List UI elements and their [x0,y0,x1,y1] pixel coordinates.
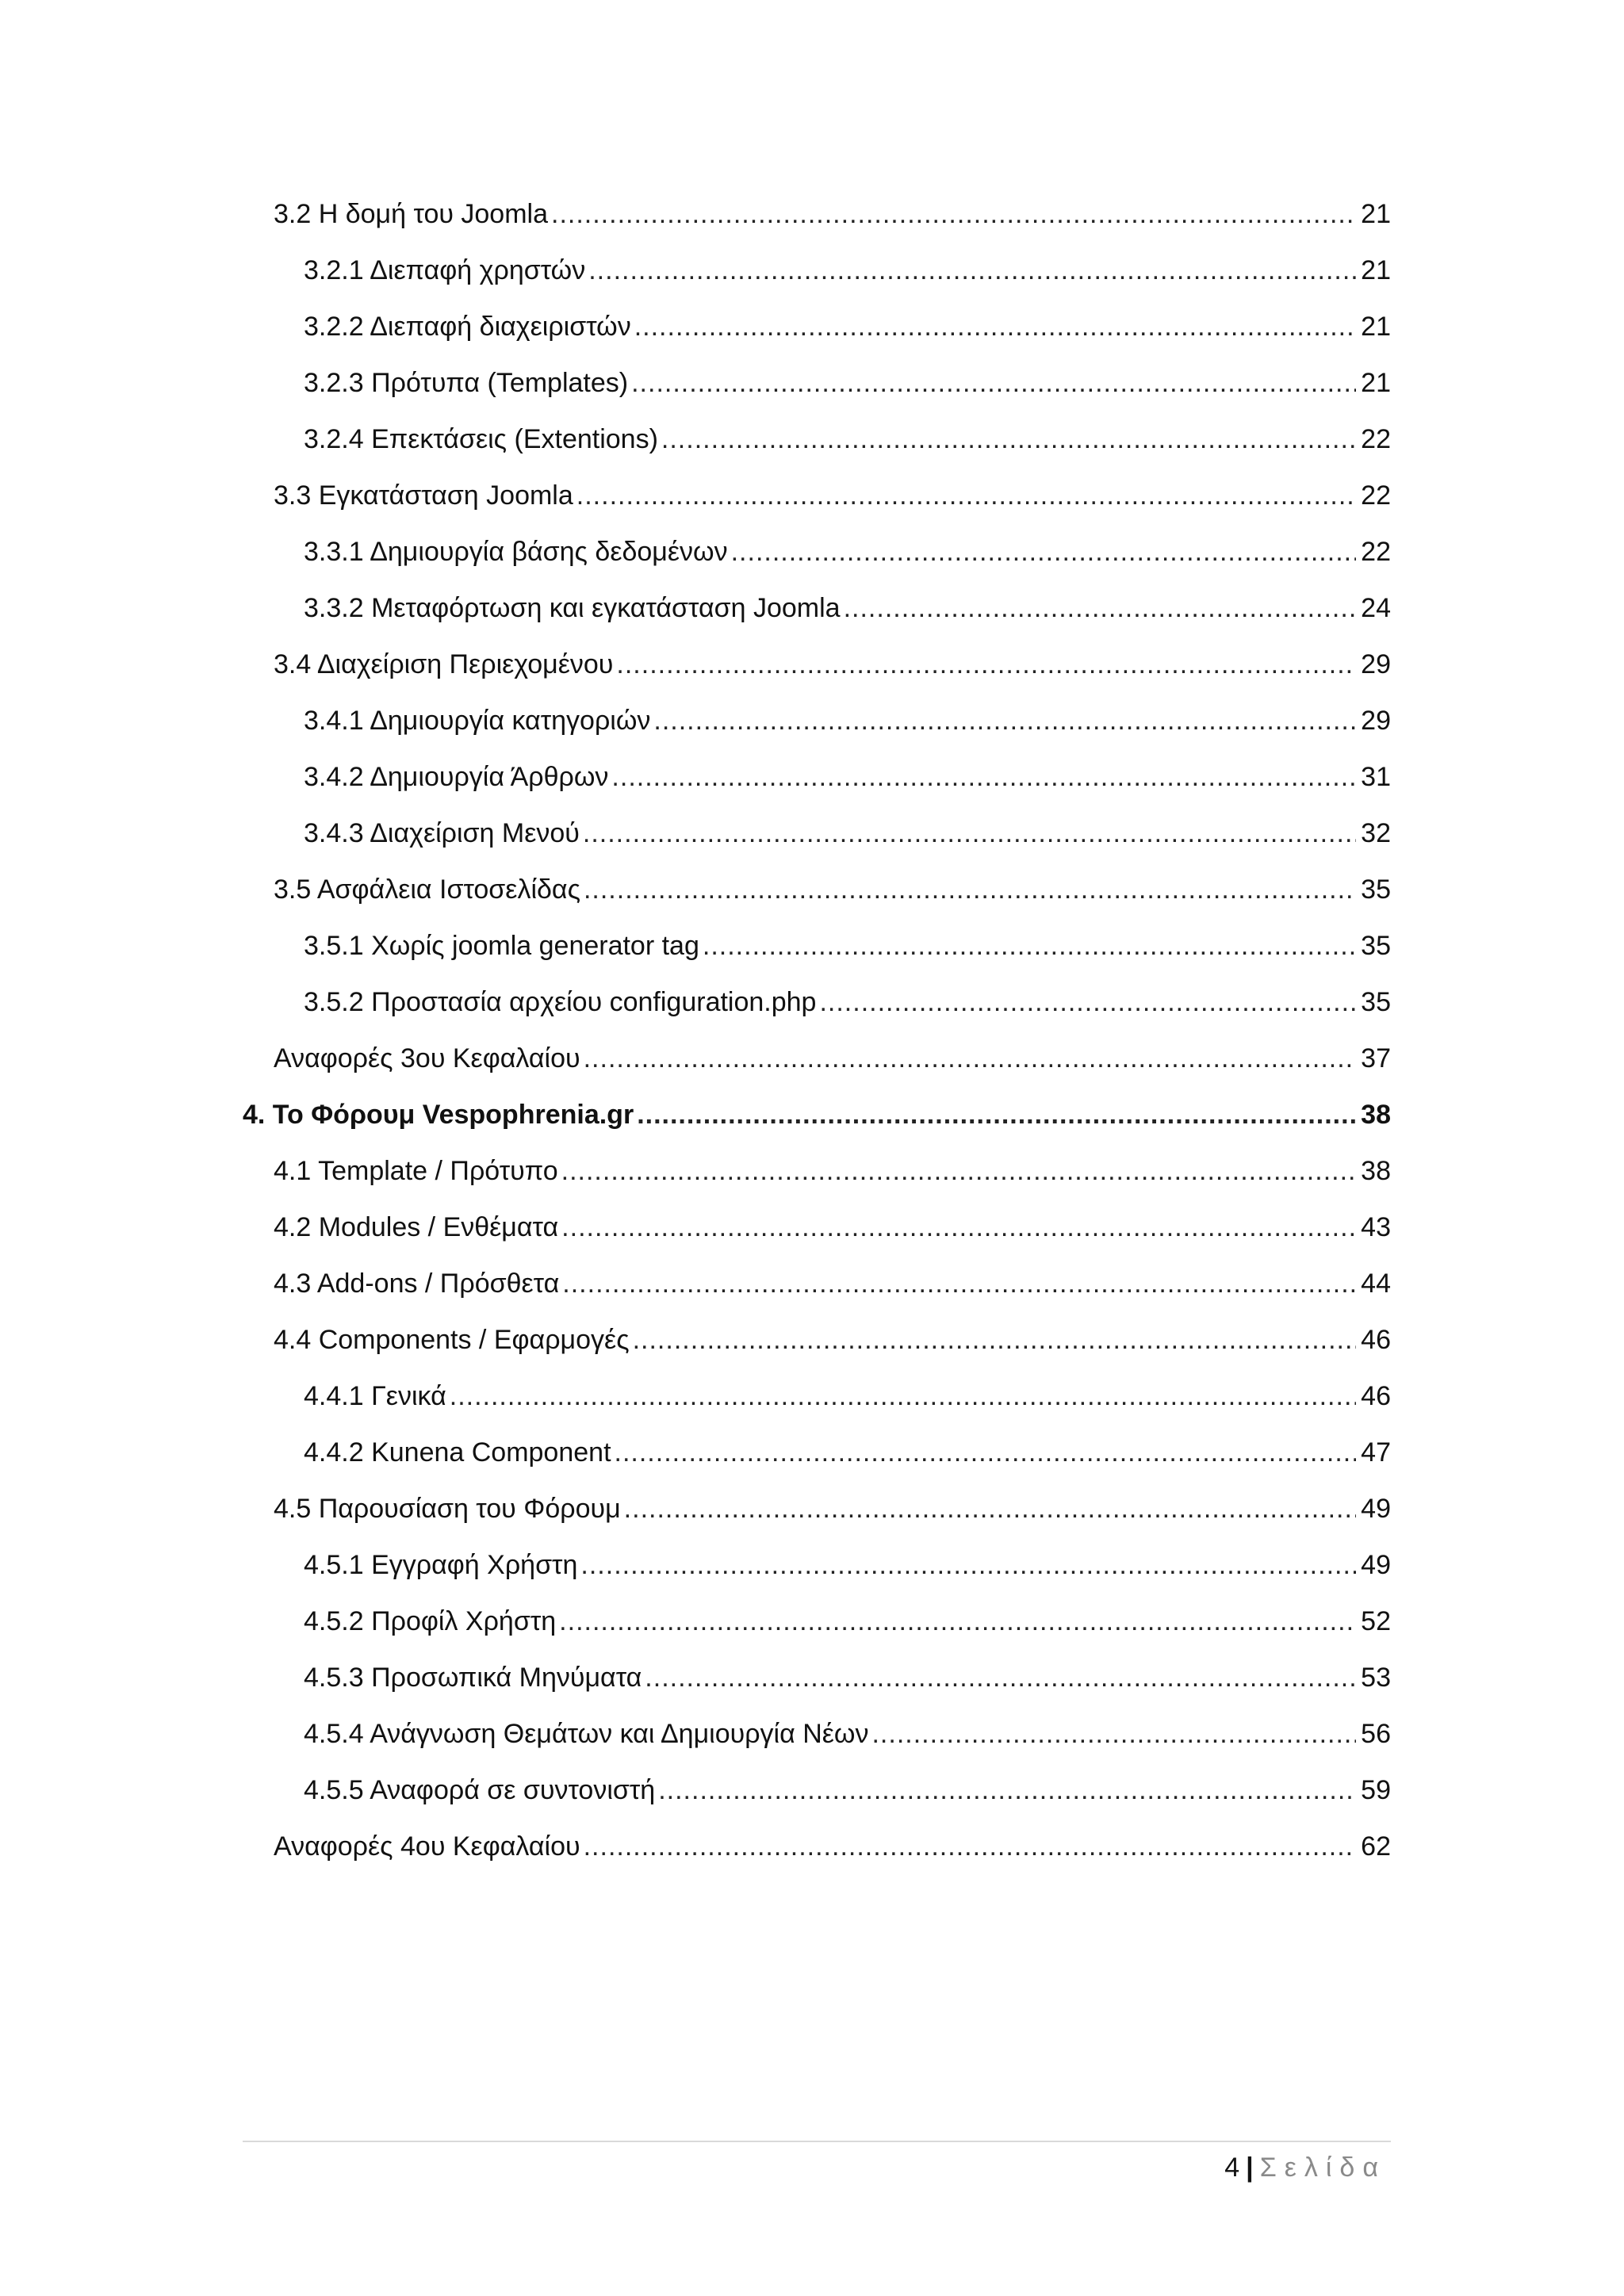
table-of-contents [243,197,1391,1885]
toc-entry[interactable] [243,1154,1391,1210]
toc-entry[interactable] [243,1322,1391,1379]
toc-entry-title: 4.5.2 Προφίλ Χρήστη [304,1606,557,1636]
toc-entry-page: 38 [1361,1156,1391,1186]
toc-entry[interactable] [243,365,1391,422]
toc-dot-leader [584,1829,1356,1864]
toc-entry[interactable] [243,1716,1391,1773]
toc-entry-title: 3.5 Ασφάλεια Ιστοσελίδας [274,874,580,905]
toc-entry[interactable] [243,422,1391,478]
toc-entry-page: 49 [1361,1550,1391,1580]
toc-entry-page: 44 [1361,1269,1391,1299]
toc-entry[interactable] [243,985,1391,1041]
toc-entry[interactable] [243,1660,1391,1716]
toc-entry[interactable] [243,647,1391,703]
toc-dot-leader [631,365,1356,400]
toc-dot-leader [661,422,1356,457]
toc-entry-title: 4.5.4 Ανάγνωση Θεμάτων και Δημιουργία Νέων [304,1719,869,1749]
toc-entry-title: Αναφορές 3ου Κεφαλαίου [274,1043,580,1073]
toc-entry[interactable] [243,1379,1391,1435]
toc-dot-leader [653,703,1356,738]
toc-entry-page: 35 [1361,874,1391,905]
toc-dot-leader [871,1716,1356,1751]
toc-entry-page: 24 [1361,593,1391,623]
toc-entry[interactable] [243,1773,1391,1829]
toc-entry-page: 38 [1361,1100,1391,1130]
toc-dot-leader [616,647,1356,682]
toc-entry-page: 21 [1361,368,1391,398]
toc-entry[interactable] [243,703,1391,760]
toc-dot-leader [731,534,1356,569]
toc-dot-leader [580,1548,1356,1582]
toc-entry-title: 3.2.2 Διεπαφή διαχειριστών [304,312,631,342]
toc-entry-title: 3.2 Η δομή του Joomla [274,199,548,229]
toc-entry-page: 22 [1361,480,1391,511]
toc-entry-title: 3.4.3 Διαχείριση Μενού [304,818,580,848]
toc-entry[interactable] [243,1829,1391,1885]
toc-entry[interactable] [243,478,1391,534]
toc-entry-title: 3.2.4 Επεκτάσεις (Extentions) [304,424,658,454]
toc-entry-page: 56 [1361,1719,1391,1749]
toc-entry-title: 3.2.1 Διεπαφή χρηστών [304,255,586,285]
toc-entry-page: 53 [1361,1663,1391,1693]
toc-entry[interactable] [243,197,1391,253]
toc-dot-leader [583,816,1356,851]
toc-entry-page: 49 [1361,1494,1391,1524]
toc-entry-title: 4.2 Modules / Ενθέματα [274,1212,559,1242]
toc-entry[interactable] [243,253,1391,309]
toc-entry[interactable] [243,591,1391,647]
toc-entry[interactable] [243,1210,1391,1266]
toc-entry-page: 21 [1361,199,1391,229]
toc-dot-leader [633,1322,1356,1357]
toc-entry-title: 3.4.2 Δημιουργία Άρθρων [304,762,609,792]
toc-entry-title: 3.5.1 Χωρίς joomla generator tag [304,931,699,961]
toc-entry-page: 46 [1361,1325,1391,1355]
toc-entry-page: 21 [1361,312,1391,342]
toc-entry-title: 4.3 Add-ons / Πρόσθετα [274,1269,560,1299]
toc-entry-title: 4.4 Components / Εφαρμογές [274,1325,630,1355]
toc-dot-leader [645,1660,1356,1695]
toc-dot-leader [634,309,1356,344]
toc-dot-leader [551,197,1356,232]
toc-entry-title: 4.5 Παρουσίαση του Φόρουμ [274,1494,621,1524]
toc-entry[interactable] [243,872,1391,928]
toc-dot-leader [624,1491,1356,1526]
toc-entry-title: 4.5.1 Εγγραφή Χρήστη [304,1550,578,1580]
toc-dot-leader [615,1435,1356,1470]
toc-entry[interactable] [243,1097,1391,1154]
toc-entry-title: 4.4.2 Kunena Component [304,1437,611,1468]
toc-entry-page: 32 [1361,818,1391,848]
toc-dot-leader [576,478,1356,513]
toc-dot-leader [588,253,1356,288]
toc-entry[interactable] [243,928,1391,985]
toc-dot-leader [611,760,1356,794]
toc-entry-title: 3.4 Διαχείριση Περιεχομένου [274,649,614,679]
toc-dot-leader [584,872,1356,907]
toc-entry-page: 52 [1361,1606,1391,1636]
toc-entry-page: 22 [1361,537,1391,567]
toc-dot-leader [703,928,1356,963]
footer-divider [243,2141,1391,2142]
toc-dot-leader [584,1041,1356,1076]
toc-entry-title: 3.3.1 Δημιουργία βάσης δεδομένων [304,537,728,567]
toc-entry[interactable] [243,309,1391,365]
toc-dot-leader [559,1604,1356,1639]
toc-entry-page: 47 [1361,1437,1391,1468]
toc-dot-leader [561,1154,1356,1188]
toc-entry-title: 3.2.3 Πρότυπα (Templates) [304,368,629,398]
toc-entry-page: 21 [1361,255,1391,285]
toc-entry-title: 3.3 Εγκατάσταση Joomla [274,480,573,511]
toc-entry-page: 35 [1361,987,1391,1017]
toc-entry[interactable] [243,816,1391,872]
toc-entry-title: 4.5.3 Προσωπικά Μηνύματα [304,1663,642,1693]
toc-entry[interactable] [243,1604,1391,1660]
page-label: Σελίδα [1259,2152,1386,2183]
toc-dot-leader [450,1379,1356,1414]
toc-entry[interactable] [243,1435,1391,1491]
page-footer [1224,2150,1386,2185]
toc-dot-leader [562,1266,1356,1301]
toc-entry-page: 62 [1361,1831,1391,1862]
toc-entry-title: Αναφορές 4ου Κεφαλαίου [274,1831,580,1862]
toc-entry[interactable] [243,1491,1391,1548]
page-number: 4 [1224,2152,1240,2183]
toc-entry-title: 3.5.2 Προστασία αρχείου configuration.php [304,987,817,1017]
toc-entry[interactable] [243,534,1391,591]
toc-entry-page: 31 [1361,762,1391,792]
toc-entry-page: 29 [1361,649,1391,679]
toc-dot-leader [561,1210,1356,1245]
toc-entry-title: 4.1 Template / Πρότυπο [274,1156,558,1186]
toc-entry-page: 29 [1361,706,1391,736]
toc-entry-title: 3.4.1 Δημιουργία κατηγοριών [304,706,651,736]
toc-entry-title: 4. Το Φόρουμ Vespophrenia.gr [243,1100,634,1130]
toc-entry-page: 37 [1361,1043,1391,1073]
toc-entry-page: 35 [1361,931,1391,961]
toc-entry-page: 43 [1361,1212,1391,1242]
toc-entry[interactable] [243,1548,1391,1604]
toc-dot-leader [658,1773,1356,1808]
footer-separator: | [1246,2152,1254,2183]
toc-dot-leader [819,985,1356,1020]
toc-entry[interactable] [243,1266,1391,1322]
toc-entry[interactable] [243,1041,1391,1097]
toc-dot-leader [844,591,1356,626]
toc-dot-leader [637,1097,1356,1132]
toc-entry[interactable] [243,760,1391,816]
toc-entry-title: 3.3.2 Μεταφόρτωση και εγκατάσταση Joomla [304,593,841,623]
toc-entry-title: 4.5.5 Αναφορά σε συντονιστή [304,1775,656,1805]
toc-entry-page: 59 [1361,1775,1391,1805]
toc-entry-page: 22 [1361,424,1391,454]
toc-entry-page: 46 [1361,1381,1391,1411]
toc-entry-title: 4.4.1 Γενικά [304,1381,446,1411]
